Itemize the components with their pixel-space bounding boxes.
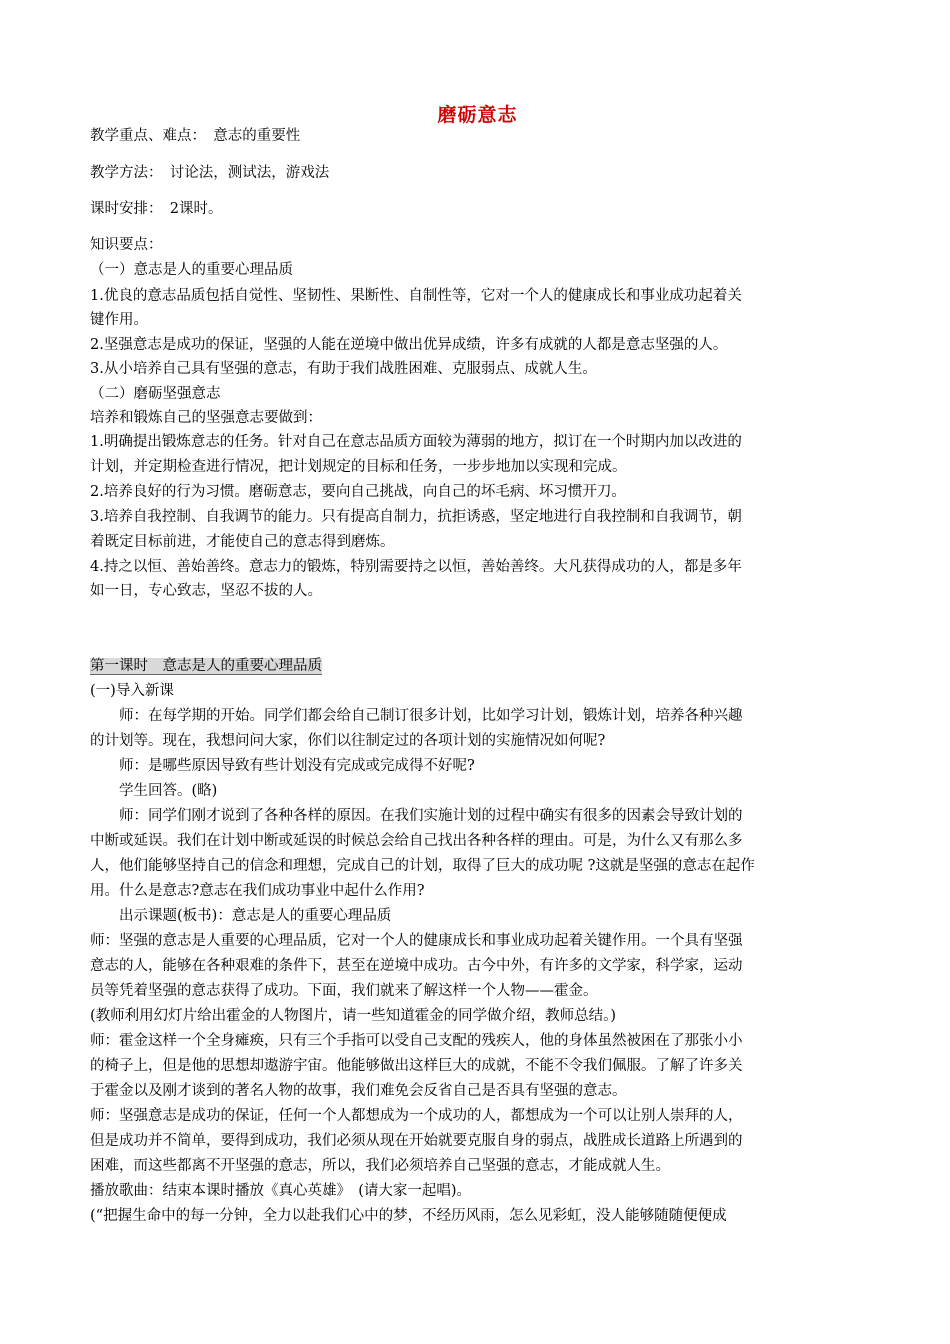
lesson-paragraph: 员等凭着坚强的意志获得了成功。下面，我们就来了解这样一个人物——霍金。 (90, 983, 598, 999)
lesson-paragraph: 师：是哪些原因导致有些计划没有完成或完成得不好呢? (119, 758, 475, 774)
knowledge-line: 4.持之以恒、善始善终。意志力的锻炼，特别需要持之以恒，善始善终。大凡获得成功的人，都是多年 (90, 559, 742, 575)
lesson-paragraph: 人，他们能够坚持自己的信念和理想，完成自己的计划，取得了巨大的成功呢 ?这就是坚强的意志在起作 (90, 858, 755, 874)
knowledge-line: 3.培养自我控制、自我调节的能力。只有提高自制力，抗拒诱惑，坚定地进行自我控制和自我调节，朝 (90, 509, 742, 525)
knowledge-line: 2.坚强意志是成功的保证，坚强的人能在逆境中做出优异成绩，许多有成就的人都是意志坚强的人。 (90, 337, 728, 353)
lesson-paragraph: 困难，而这些都离不开坚强的意志，所以，我们必须培养自己坚强的意志，才能成就人生。 (90, 1158, 670, 1174)
knowledge-section-1: （一）意志是人的重要心理品质 (90, 262, 293, 278)
knowledge-line: 1.明确提出锻炼意志的任务。针对自己在意志品质方面较为薄弱的地方，拟订在一个时期内加以改进的 (90, 434, 742, 450)
lesson-section-intro: (一)导入新课 (90, 683, 174, 699)
meta-methods: 教学方法： 讨论法，测试法，游戏法 (90, 165, 330, 181)
meta-schedule: 课时安排： 2课时。 (90, 201, 223, 217)
lesson-paragraph: 师：霍金这样一个全身瘫痪，只有三个手指可以受自己支配的残疾人，他的身体虽然被困在了那张小小 (90, 1033, 743, 1049)
knowledge-section-2: （二）磨砺坚强意志 (90, 386, 221, 402)
lesson-paragraph: 于霍金以及刚才谈到的著名人物的故事，我们难免会反省自己是否具有坚强的意志。 (90, 1083, 627, 1099)
lesson-paragraph: 意志的人，能够在各种艰难的条件下，甚至在逆境中成功。古今中外，有许多的文学家，科学家，运动 (90, 958, 743, 974)
knowledge-line: 培养和锻炼自己的坚强意志要做到： (90, 410, 322, 426)
knowledge-line: 键作用。 (90, 312, 148, 328)
lesson-paragraph: 中断或延误。我们在计划中断或延误的时候总会给自己找出各种各样的理由。可是，为什么又有那么多 (90, 833, 743, 849)
lesson-paragraph: 播放歌曲：结束本课时播放《真心英雄》 (请大家一起唱)。 (90, 1183, 472, 1199)
knowledge-heading: 知识要点： (90, 237, 163, 253)
knowledge-line: 1.优良的意志品质包括自觉性、坚韧性、果断性、自制性等，它对一个人的健康成长和事业成功起着关 (90, 288, 742, 304)
lesson-paragraph: 学生回答。(略) (119, 783, 218, 799)
knowledge-line: 着既定目标前进，才能使自己的意志得到磨炼。 (90, 534, 395, 550)
lesson-heading-text: 第一课时 意志是人的重要心理品质 (90, 658, 322, 674)
lesson-paragraph: 师：在每学期的开始。同学们都会给自己制订很多计划，比如学习计划，锻炼计划，培养各种兴趣 (119, 708, 743, 724)
lesson-paragraph: 的椅子上，但是他的思想却遨游宇宙。他能够做出这样巨大的成就，不能不令我们佩服。了解了许多关 (90, 1058, 743, 1074)
lesson-paragraph: 的计划等。现在，我想问问大家，你们以往制定过的各项计划的实施情况如何呢? (90, 733, 606, 749)
knowledge-line: 计划，并定期检查进行情况，把计划规定的目标和任务，一步步地加以实现和完成。 (90, 459, 627, 475)
lesson-paragraph: (教师利用幻灯片给出霍金的人物图片，请一些知道霍金的同学做介绍，教师总结。) (90, 1008, 617, 1024)
knowledge-line: 3.从小培养自己具有坚强的意志，有助于我们战胜困难、克服弱点、成就人生。 (90, 361, 597, 377)
lesson-paragraph: 师：同学们刚才说到了各种各样的原因。在我们实施计划的过程中确实有很多的因素会导致计划的 (119, 808, 743, 824)
knowledge-line: 2.培养良好的行为习惯。磨砺意志，要向自己挑战，向自己的坏毛病、坏习惯开刀。 (90, 484, 626, 500)
document-title: 磨砺意志 (437, 104, 518, 126)
lesson-paragraph: 师：坚强的意志是人重要的心理品质，它对一个人的健康成长和事业成功起着关键作用。一个具有坚强 (90, 933, 743, 949)
lesson-paragraph: 出示课题(板书)：意志是人的重要心理品质 (119, 908, 392, 924)
lesson-paragraph: 用。什么是意志?意志在我们成功事业中起什么作用? (90, 883, 425, 899)
lesson-paragraph: 但是成功并不简单，要得到成功，我们必须从现在开始就要克服自身的弱点，战胜成长道路上所遇到的 (90, 1133, 743, 1149)
lesson-paragraph: (“把握生命中的每一分钟，全力以赴我们心中的梦，不经历风雨，怎么见彩虹，没人能够随随便便成 (90, 1208, 727, 1224)
lesson-heading (90, 656, 865, 676)
meta-key-points: 教学重点、难点： 意志的重要性 (90, 128, 301, 144)
lesson-paragraph: 师：坚强意志是成功的保证，任何一个人都想成为一个成功的人，都想成为一个可以让别人崇拜的人， (90, 1108, 743, 1124)
knowledge-line: 如一日，专心致志，坚忍不拔的人。 (90, 583, 322, 599)
